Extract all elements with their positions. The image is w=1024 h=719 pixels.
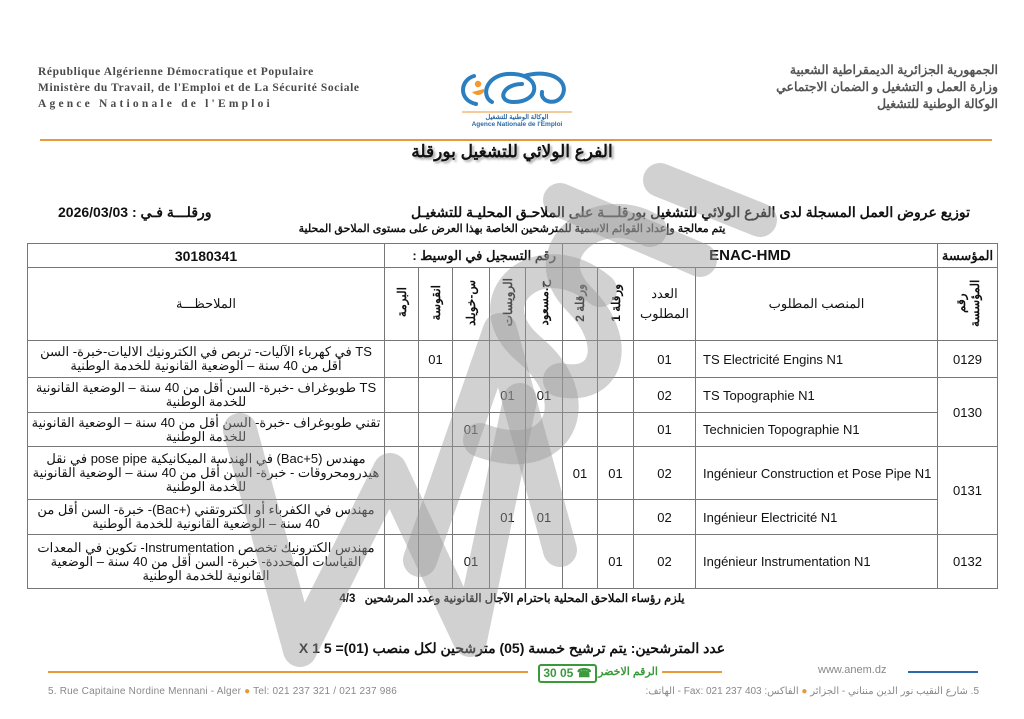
address-french — [48, 686, 397, 697]
header-fr-line-3: Agence Nationale de l'Emploi — [38, 98, 273, 110]
row-hassi-messaoud — [526, 535, 563, 589]
row-sidi-khouiled: 01 — [453, 413, 490, 447]
row-ouargla2 — [563, 535, 598, 589]
row-ngoussa — [419, 500, 453, 535]
footer-divider-blue — [908, 671, 978, 673]
row-hassi-messaoud: 01 — [526, 500, 563, 535]
row-hassi-messaoud: 01 — [526, 378, 563, 413]
green-number-label: الرقم الاخضر — [598, 666, 658, 678]
address-fr-street: 5. Rue Capitaine Nordine Mennani - Alger — [48, 686, 242, 697]
col-rouissat — [490, 268, 526, 341]
col-notes: الملاحظـــة — [28, 268, 385, 341]
row-sidi-khouiled — [453, 378, 490, 413]
row-sidi-khouiled — [453, 341, 490, 378]
table-info-row — [28, 244, 998, 268]
col-ouargla1-label: ورقلة 1 — [608, 283, 623, 322]
col-ngoussa — [419, 268, 453, 341]
green-number: 30 05 — [543, 666, 574, 680]
address-ar-fax: الفاكس: 403 237 021 :Fax - الهاتف: — [645, 686, 799, 697]
row-ouargla2 — [563, 378, 598, 413]
table-row — [28, 535, 998, 589]
row-position: Ingénieur Construction et Pose Pipe N1 — [696, 447, 938, 500]
col-sidi-khouiled — [453, 268, 490, 341]
col-company-no — [938, 268, 998, 341]
row-notes: تقني طوبوغراف -خبرة- السن أقل من 40 سنة – الوضعية القانونية للخدمة الوطنية — [28, 413, 385, 447]
row-ouargla2 — [563, 413, 598, 447]
row-company-no: 0129 — [938, 341, 998, 378]
row-required: 02 — [634, 535, 696, 589]
candidates-line: عدد المترشحين: يتم ترشيح خمسة (05) مترشحين لكل منصب (01)= 5 X 1 — [298, 640, 726, 656]
col-ouargla2-label: ورقلة 2 — [573, 283, 587, 322]
registration-value: 30180341 — [28, 244, 385, 268]
row-ngoussa — [419, 413, 453, 447]
col-bermi-label: البرمة — [394, 287, 409, 318]
col-sidi-khouiled-label: س-خويلد — [464, 279, 478, 326]
row-position: Technicien Topographie N1 — [696, 413, 938, 447]
company-value: ENAC-HMD — [563, 244, 938, 268]
row-ouargla1 — [598, 413, 634, 447]
registration-label: رقم التسجيل في الوسيط : — [385, 244, 563, 268]
footer-note — [0, 591, 1024, 605]
row-required: 01 — [634, 413, 696, 447]
row-sidi-khouiled — [453, 447, 490, 500]
table-row — [28, 500, 998, 535]
address-ar-street: 5. شارع النقيب نور الدين منناني - الجزائر — [810, 686, 979, 697]
logo-caption-fr: Agence Nationale de l'Emploi — [471, 121, 563, 128]
processing-note: يتم معالجة وإعداد القوائم الاسمية للمترشحين الخاصة بهذا العرض على مستوى الملاحق المحلية — [298, 223, 726, 235]
row-ouargla2 — [563, 341, 598, 378]
row-position: TS Topographie N1 — [696, 378, 938, 413]
header-divider — [40, 139, 992, 141]
row-required: 02 — [634, 500, 696, 535]
col-hassi-messaoud — [526, 268, 563, 341]
footer-divider-orange-2 — [662, 671, 722, 673]
header-ar-line-2: وزارة العمل و التشغيل و الضمان الاجتماعي — [776, 80, 998, 94]
row-bermi — [385, 378, 419, 413]
row-hassi-messaoud — [526, 413, 563, 447]
col-ouargla1 — [598, 268, 634, 341]
row-required: 02 — [634, 447, 696, 500]
row-ngoussa — [419, 447, 453, 500]
row-ouargla1 — [598, 341, 634, 378]
row-notes: مهندس الكترونيك تخصص Instrumentation- تكوين في المعدات القياسات المحددة- خبرة- السن أقل من 40 سنة – الوضعية القانونية للخدمة الوطنية — [28, 535, 385, 589]
row-company-no: 0132 — [938, 535, 998, 589]
col-bermi — [385, 268, 419, 341]
row-position: Ingénieur Electricité N1 — [696, 500, 938, 535]
company-label: المؤسسة — [938, 244, 998, 268]
row-sidi-khouiled — [453, 500, 490, 535]
col-company-no-label: رقم المؤسسة — [953, 278, 982, 327]
row-notes: TS في كهرباء الآليات- تربص في الكترونيك الاليات-خبرة- السن أقل من 40 سنة – الوضعية القانونية للخدمة الوطنية — [28, 341, 385, 378]
row-rouissat: 01 — [490, 378, 526, 413]
logo-caption-ar: الوكالة الوطنية للتشغيل — [485, 114, 549, 121]
header-fr-line-1: République Algérienne Démocratique et Populaire — [38, 66, 314, 78]
header-french — [38, 64, 428, 112]
row-rouissat — [490, 341, 526, 378]
distribution-title: توزيع عروض العمل المسجلة لدى الفرع الولائي للتشغيل بورقلـــة على الملاحـق المحليـة للتشغيـل — [411, 204, 970, 220]
row-ouargla1: 01 — [598, 535, 634, 589]
header-ar-line-3: الوكالة الوطنية للتشغيل — [876, 97, 998, 111]
row-rouissat: 01 — [490, 500, 526, 535]
footer-note-page: 4/3 — [339, 593, 356, 605]
row-rouissat — [490, 413, 526, 447]
row-ngoussa — [419, 535, 453, 589]
bullet-icon: ● — [244, 686, 251, 697]
table-row — [28, 447, 998, 500]
address-arabic — [533, 686, 979, 697]
row-rouissat — [490, 535, 526, 589]
website-link[interactable]: www.anem.dz — [818, 664, 887, 676]
header-ar-line-1: الجمهورية الجزائرية الديمقراطية الشعبية — [789, 63, 998, 77]
col-required: العدد المطلوب — [634, 268, 696, 341]
row-bermi — [385, 341, 419, 378]
row-ouargla2 — [563, 500, 598, 535]
table-row — [28, 378, 998, 413]
col-ngoussa-label: انقوسة — [428, 284, 443, 321]
row-sidi-khouiled: 01 — [453, 535, 490, 589]
row-company-no: 0131 — [938, 447, 998, 535]
bullet-icon: ● — [801, 686, 808, 697]
date-line: ورقلـــة فـي : 2026/03/03 — [58, 204, 212, 220]
row-notes: مهندس في الكفرباء أو الكتروتقني (+Bac)- خبرة- السن أقل من 40 سنة – الوضعية القانونية للخدمة الوطنية — [28, 500, 385, 535]
row-ouargla1: 01 — [598, 447, 634, 500]
row-bermi — [385, 535, 419, 589]
branch-title: الفرع الولائي للتشغيل بورقلة — [411, 142, 613, 161]
col-position: المنصب المطلوب — [696, 268, 938, 341]
row-bermi — [385, 413, 419, 447]
row-required: 02 — [634, 378, 696, 413]
col-hassi-messaoud-label: ح.مسعود — [537, 279, 551, 326]
row-bermi — [385, 447, 419, 500]
row-position: TS Electricité Engins N1 — [696, 341, 938, 378]
row-bermi — [385, 500, 419, 535]
header-arabic — [578, 62, 998, 113]
address-fr-tel: Tel: 021 237 321 / 021 237 986 — [253, 686, 398, 697]
row-ouargla2: 01 — [563, 447, 598, 500]
col-rouissat-label: الرويسات — [500, 278, 515, 327]
row-notes: مهندس (Bac+5) في الهندسة الميكانيكية pose pipe في نقل هيدرومحروقات - خبرة- السن أقل من 40 سنة – الوضعية القانونية للخدمة الوطنية — [28, 447, 385, 500]
green-number-badge — [538, 664, 597, 683]
row-ngoussa: 01 — [419, 341, 453, 378]
logo-caption — [450, 114, 584, 128]
row-required: 01 — [634, 341, 696, 378]
row-hassi-messaoud — [526, 341, 563, 378]
footer-note-text: يلزم رؤساء الملاحق المحلية باحترام الآجال القانونية وعدد المرشحين — [364, 593, 685, 605]
table-header-row — [28, 268, 998, 341]
job-offers-table — [27, 243, 998, 589]
table-row — [28, 413, 998, 447]
row-rouissat — [490, 447, 526, 500]
row-ngoussa — [419, 378, 453, 413]
row-hassi-messaoud — [526, 447, 563, 500]
table-row — [28, 341, 998, 378]
row-ouargla1 — [598, 500, 634, 535]
row-ouargla1 — [598, 378, 634, 413]
col-ouargla2 — [563, 268, 598, 341]
row-company-no: 0130 — [938, 378, 998, 447]
phone-icon: ☎ — [576, 666, 592, 680]
row-position: Ingénieur Instrumentation N1 — [696, 535, 938, 589]
header-fr-line-2: Ministère du Travail, de l'Emploi et de La Sécurité Sociale — [38, 82, 360, 94]
row-notes: TS طوبوغراف -خبرة- السن أقل من 40 سنة – الوضعية القانونية للخدمة الوطنية — [28, 378, 385, 413]
footer-divider-orange — [48, 671, 528, 673]
